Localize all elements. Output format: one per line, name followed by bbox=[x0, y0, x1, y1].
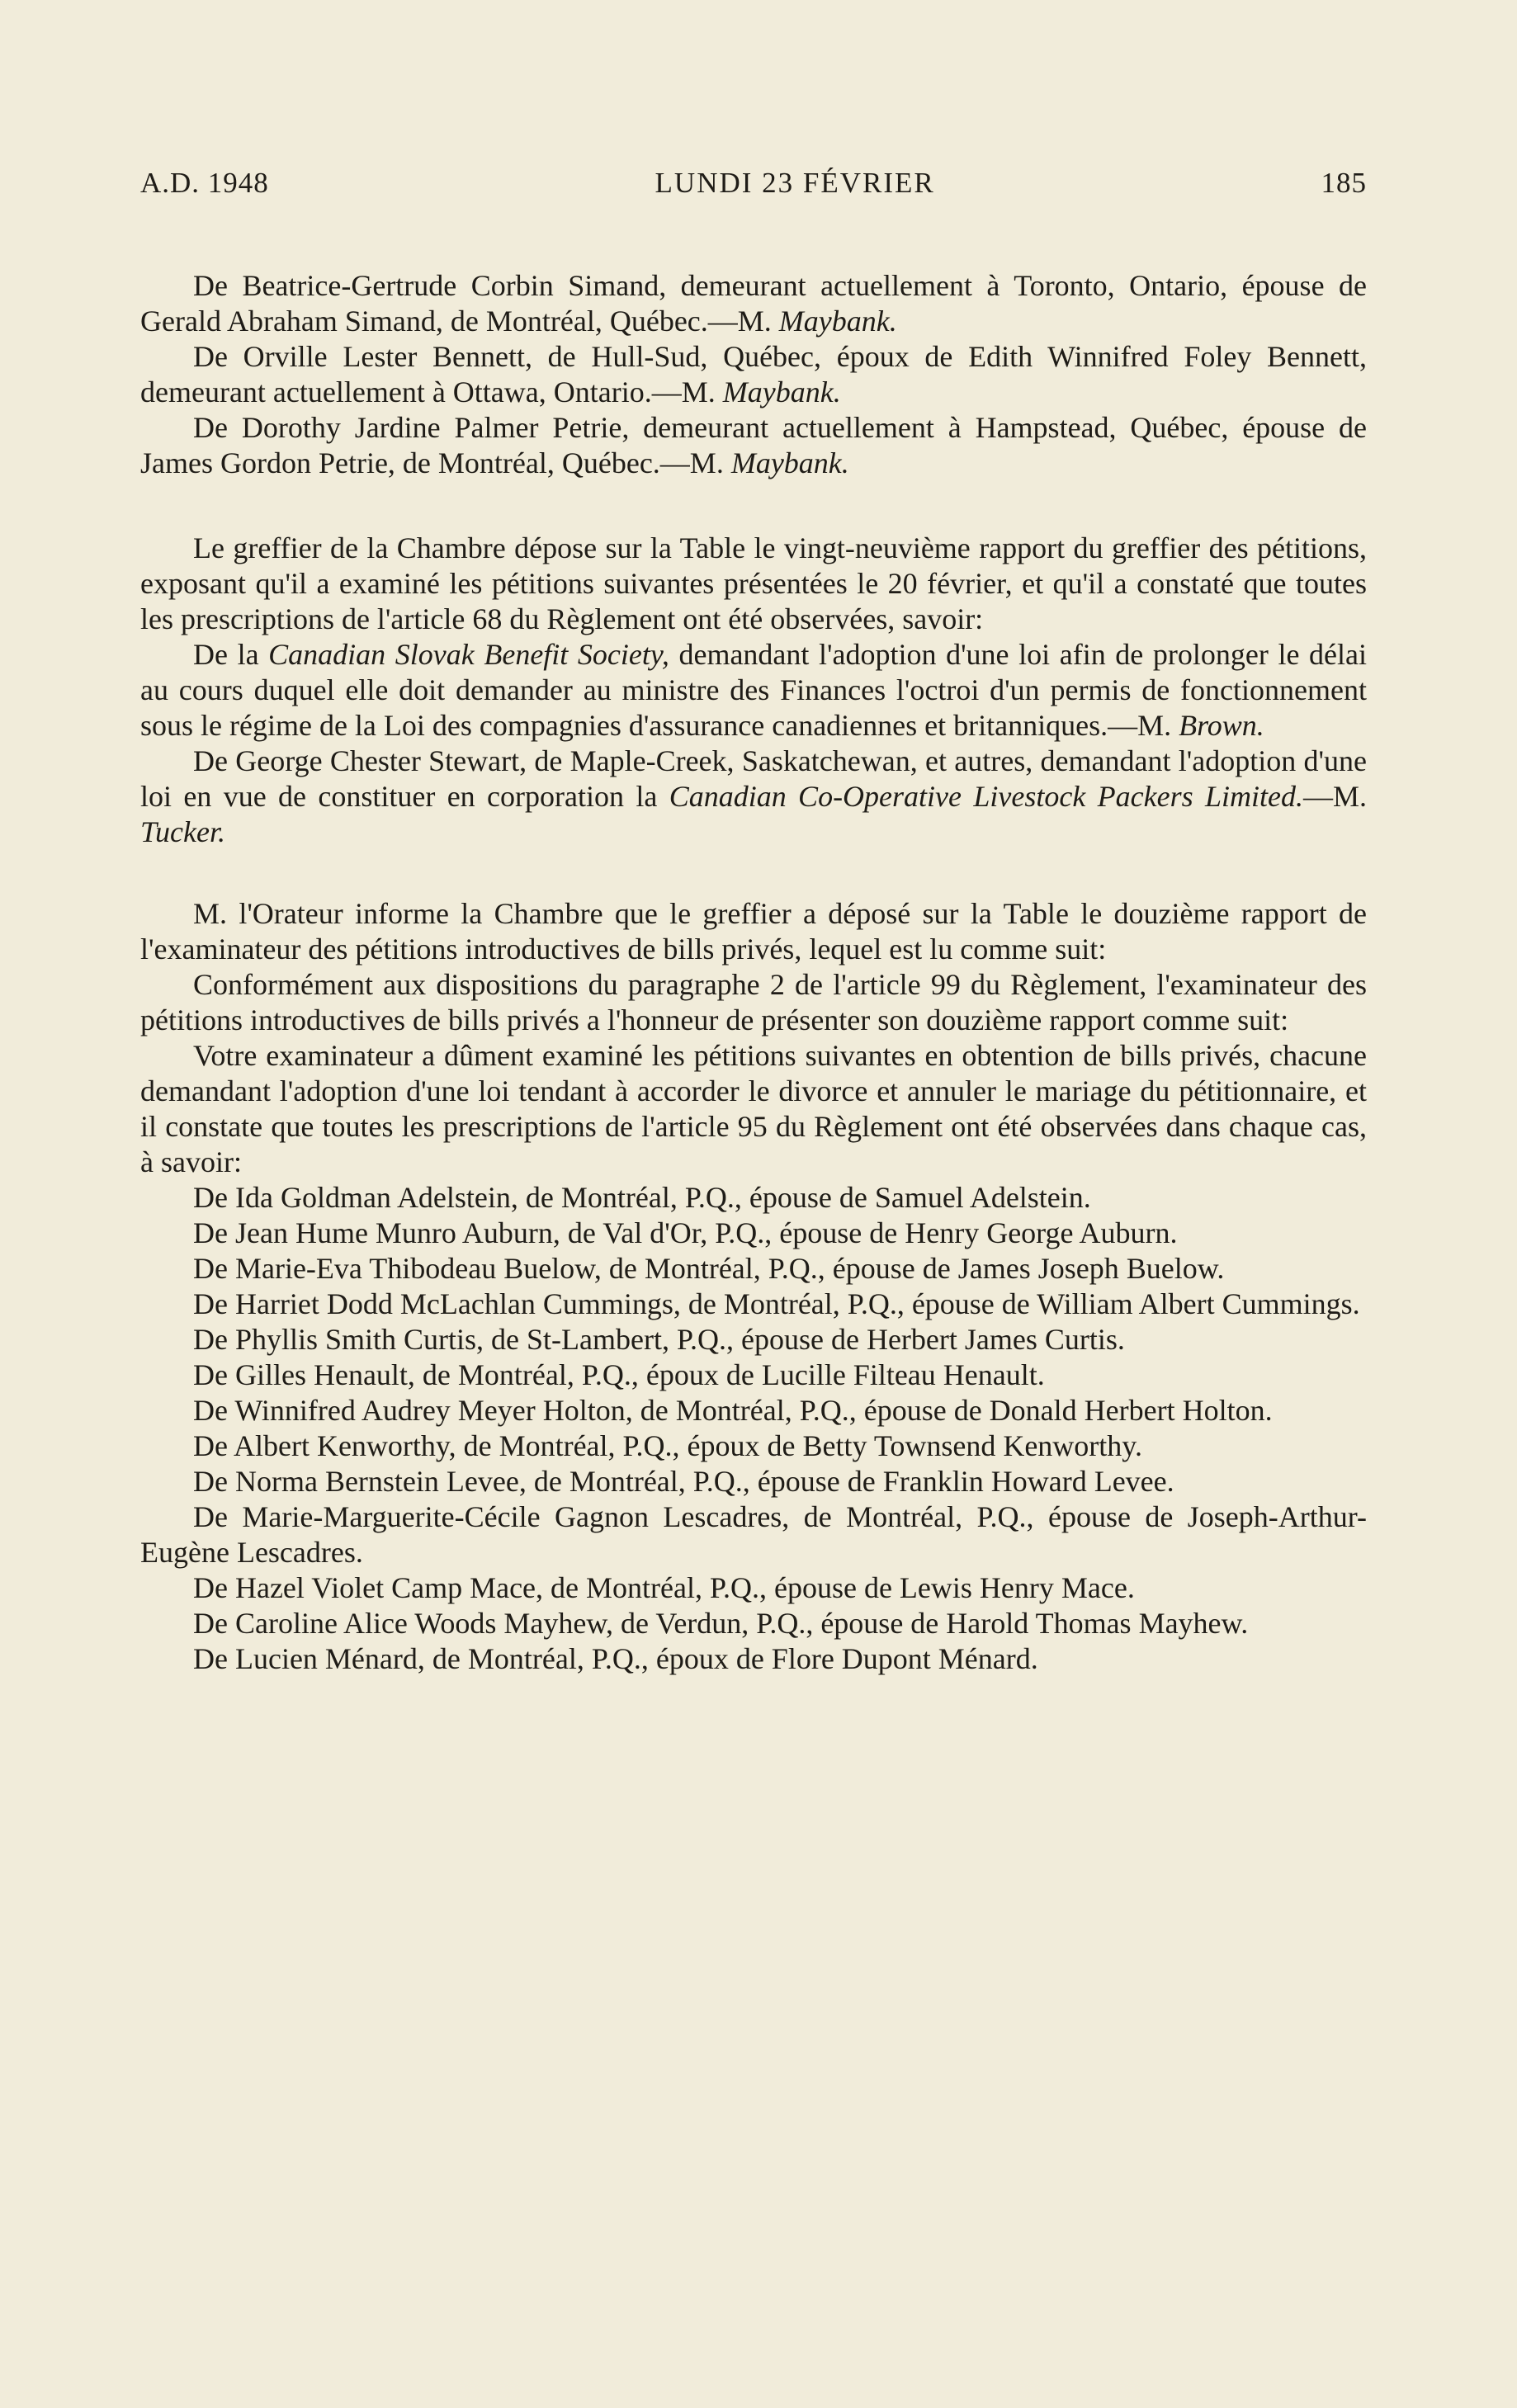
mover-name: Tucker. bbox=[140, 815, 225, 848]
divorce-petition: De Phyllis Smith Curtis, de St-Lambert, P.Q., épouse de Herbert James Curtis. bbox=[193, 1323, 1125, 1356]
divorce-petition: De Caroline Alice Woods Mayhew, de Verdun, P.Q., épouse de Harold Thomas Mayhew. bbox=[193, 1607, 1249, 1640]
petition-paragraph: De George Chester Stewart, de Maple-Creek, Saskatchewan, et autres, demandant l'adoption d'une loi en vue de constituer en corporation la Canadian Co-Operative Livestock Packers Limited.—M. Tucker. bbox=[140, 744, 1368, 848]
divorce-petition: De Marie-Eva Thibodeau Buelow, de Montréal, P.Q., épouse de James Joseph Buelow. bbox=[193, 1252, 1225, 1285]
divorce-petition: De Gilles Henault, de Montréal, P.Q., époux de Lucille Filteau Henault. bbox=[193, 1358, 1045, 1391]
running-head bbox=[140, 165, 1367, 201]
petition-paragraph: De Beatrice-Gertrude Corbin Simand, demeurant actuellement à Toronto, Ontario, épouse de Gerald Abraham Simand, de Montréal, Québec.—M. Maybank. bbox=[140, 269, 1367, 338]
section-gap bbox=[140, 481, 1367, 531]
section-gap bbox=[140, 850, 1367, 896]
organization-name: Canadian Slovak Benefit Society, bbox=[268, 638, 669, 671]
block-petitions-presented bbox=[140, 268, 1367, 481]
divorce-petition: De Hazel Violet Camp Mace, de Montréal, P.Q., épouse de Lewis Henry Mace. bbox=[193, 1571, 1135, 1604]
petition-paragraph: De la Canadian Slovak Benefit Society, demandant l'adoption d'une loi afin de prolonger le délai au cours duquel elle doit demander au ministre des Finances l'octroi d'un permis de fonctionnement sous le régime de la Loi des compagnies d'assurance canadiennes et britanniques.—M. Brown. bbox=[140, 638, 1367, 742]
block-clerk-report bbox=[140, 531, 1367, 850]
report-intro: M. l'Orateur informe la Chambre que le greffier a déposé sur la Table le douzième rapport de l'examinateur des pétitions introductives de bills privés, lequel est lu comme suit: bbox=[140, 897, 1367, 966]
divorce-petition: De Albert Kenworthy, de Montréal, P.Q., époux de Betty Townsend Kenworthy. bbox=[193, 1429, 1142, 1462]
divorce-petition: De Ida Goldman Adelstein, de Montréal, P.Q., épouse de Samuel Adelstein. bbox=[193, 1181, 1091, 1214]
divorce-petition: De Winnifred Audrey Meyer Holton, de Montréal, P.Q., épouse de Donald Herbert Holton. bbox=[193, 1394, 1273, 1427]
divorce-petition: De Harriet Dodd McLachlan Cummings, de Montréal, P.Q., épouse de William Albert Cummings. bbox=[193, 1287, 1360, 1320]
divorce-petition: De Marie-Marguerite-Cécile Gagnon Lescadres, de Montréal, P.Q., épouse de Joseph-Arthur-Eugène Lescadres. bbox=[140, 1500, 1367, 1569]
divorce-petition: De Norma Bernstein Levee, de Montréal, P.Q., épouse de Franklin Howard Levee. bbox=[193, 1465, 1174, 1498]
mover-name: Brown. bbox=[1179, 709, 1264, 742]
block-examiner-report bbox=[140, 896, 1367, 1677]
report-paragraph: Votre examinateur a dûment examiné les pétitions suivantes en obtention de bills privés, chacune demandant l'adoption d'une loi tendant à accorder le divorce et annuler le mariage du pétitionnaire, et il constate que toutes les prescriptions de l'article 95 du Règlement ont été observées dans chaque cas, à savoir: bbox=[140, 1039, 1367, 1178]
mover-name: Maybank. bbox=[722, 375, 841, 408]
divorce-petition: De Jean Hume Munro Auburn, de Val d'Or, P.Q., épouse de Henry George Auburn. bbox=[193, 1216, 1178, 1249]
page-number: 185 bbox=[1321, 167, 1367, 199]
document-page bbox=[140, 165, 1367, 2360]
report-intro: Le greffier de la Chambre dépose sur la Table le vingt-neuvième rapport du greffier des pétitions, exposant qu'il a examiné les pétitions suivantes présentées le 20 février, et qu'il a constaté que toutes les prescriptions de l'article 68 du Règlement ont été observées, savoir: bbox=[140, 531, 1367, 635]
organization-name: Canadian Co-Operative Livestock Packers Limited. bbox=[669, 780, 1303, 813]
header-year: A.D. 1948 bbox=[140, 167, 269, 199]
mover-name: Maybank. bbox=[730, 446, 849, 479]
header-date: LUNDI 23 FÉVRIER bbox=[655, 167, 935, 199]
petition-paragraph: De Orville Lester Bennett, de Hull-Sud, Québec, époux de Edith Winnifred Foley Bennett, demeurant actuellement à Ottawa, Ontario.—M. Maybank. bbox=[140, 340, 1367, 408]
mover-name: Maybank. bbox=[778, 305, 897, 338]
report-paragraph: Conformément aux dispositions du paragraphe 2 de l'article 99 du Règlement, l'examinateur des pétitions introductives de bills privés a l'honneur de présenter son douzième rapport comme suit: bbox=[140, 968, 1367, 1036]
divorce-petition: De Lucien Ménard, de Montréal, P.Q., époux de Flore Dupont Ménard. bbox=[193, 1642, 1038, 1675]
petition-paragraph: De Dorothy Jardine Palmer Petrie, demeurant actuellement à Hampstead, Québec, épouse de James Gordon Petrie, de Montréal, Québec.—M. Maybank. bbox=[140, 411, 1367, 479]
